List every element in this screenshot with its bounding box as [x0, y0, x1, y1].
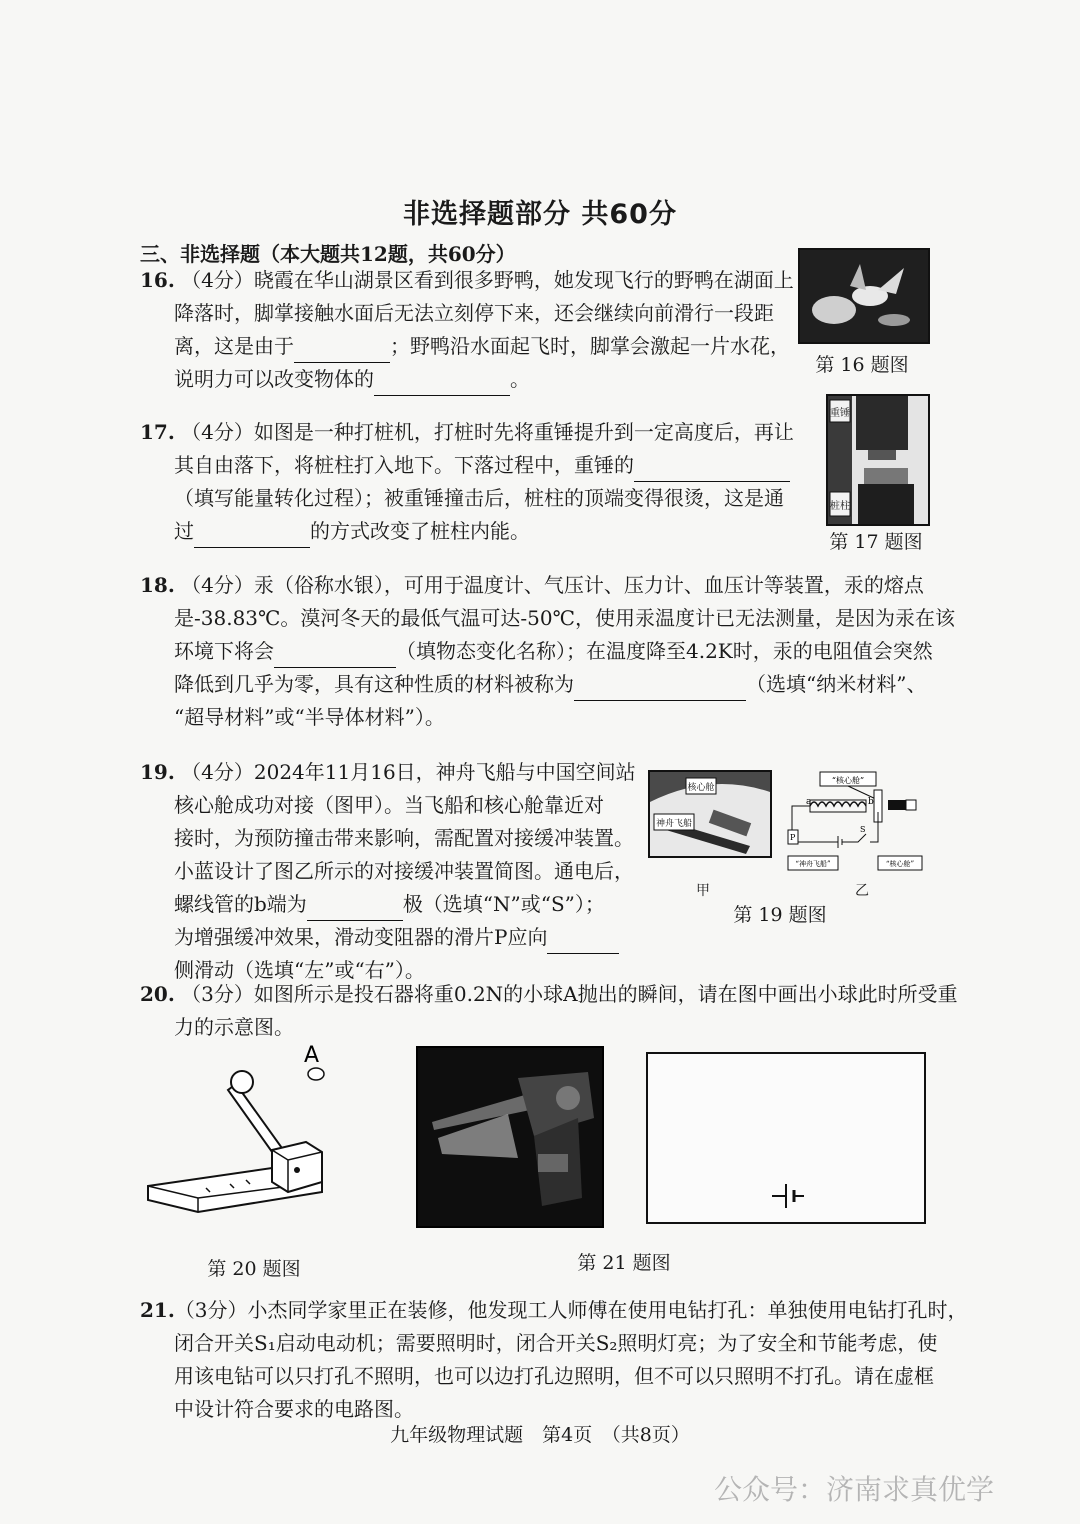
duck-photo [798, 248, 930, 344]
docking-figure-a [648, 770, 772, 858]
q19-line5b: 极（选填“N”或“S”）； [402, 892, 605, 916]
section-heading: 三、非选择题（本大题共12题，共60分） [140, 242, 516, 266]
answer-blank[interactable] [294, 338, 390, 363]
q18-line5: “超导材料”或“半导体材料”）。 [174, 705, 445, 729]
q16-line1: （4分）晓霞在华山湖景区看到很多野鸭，她发现飞行的野鸭在湖面上 [181, 268, 794, 292]
battery-symbol [648, 1054, 924, 1222]
question-number: 19. [140, 760, 175, 784]
answer-blank[interactable] [194, 523, 310, 548]
core-module-label: 核心舱 [687, 783, 715, 793]
q21-line4: 中设计符合要求的电路图。 [174, 1397, 414, 1421]
q19-line2: 核心舱成功对接（图甲）。当飞船和核心舱靠近对 [174, 793, 604, 817]
answer-blank[interactable] [547, 929, 619, 954]
q18-line4b: （选填“纳米材料”、 [746, 672, 927, 696]
figure-caption: 第 21 题图 [577, 1252, 671, 1274]
page-title: 非选择题部分 共60分 [403, 199, 677, 230]
q21-line2: 闭合开关S₁启动电动机；需要照明时，闭合开关S₂照明灯亮；为了安全和节能考虑，使 [174, 1331, 938, 1355]
pile-driver-illustration [828, 396, 928, 524]
solenoid-end-b: b [868, 797, 874, 807]
q16-line3b: ；野鸭沿水面起飞时，脚掌会激起一片水花， [390, 334, 790, 358]
answer-blank[interactable] [307, 896, 403, 921]
pile-label: 桩柱 [830, 501, 850, 512]
watermark: 公众号：济南求真优学 [713, 1473, 994, 1506]
q18-line1: （4分）汞（俗称水银），可用于温度计、气压计、压力计、血压计等装置，汞的熔点 [181, 573, 924, 597]
q21-line3: 用该电钻可以只打孔不照明，也可以边打孔边照明，但不可以只照明不打孔。请在虚框 [174, 1364, 934, 1388]
q18-line3a: 环境下将会 [174, 639, 274, 663]
q17-line3: （填写能量转化过程）；被重锤撞击后，桩柱的顶端变得很烫，这是通 [174, 486, 784, 510]
slider-p-label: P [790, 833, 796, 842]
hammer-label: 重锤 [830, 408, 850, 419]
question-16 [140, 264, 794, 396]
question-17 [140, 416, 794, 548]
ball-a [308, 1068, 324, 1080]
duck-illustration [800, 250, 928, 342]
q17-line4b: 的方式改变了桩柱内能。 [310, 519, 530, 543]
q18-line2: 是-38.83℃。漠河冬天的最低气温可达-50℃，使用汞温度计已无法测量，是因为汞在该 [174, 606, 955, 630]
q16-line4b: 。 [510, 367, 530, 391]
shenzhou-label: 神舟飞船 [655, 819, 693, 829]
q20-line1: （3分）如图所示是投石器将重0.2N的小球A抛出的瞬间，请在图中画出小球此时所受重 [181, 982, 958, 1006]
figure-caption: 第 20 题图 [207, 1258, 301, 1280]
answer-blank[interactable] [574, 676, 746, 701]
ball-label: A [304, 1043, 320, 1068]
spacecraft-illustration [650, 772, 770, 856]
shenzhou-label-2: “神舟飞船” [795, 860, 831, 868]
drill-illustration [418, 1048, 602, 1226]
subfigure-a-label: 甲 [696, 883, 710, 899]
question-number: 18. [140, 573, 175, 597]
question-21 [140, 1294, 968, 1426]
q19-line4: 小蓝设计了图乙所示的对接缓冲装置简图。通电后， [174, 859, 634, 883]
figure-caption: 第 17 题图 [829, 531, 923, 553]
solenoid-end-a: a [806, 797, 812, 807]
core-label-bottom: “核心舱” [885, 860, 915, 868]
drill-photo [416, 1046, 604, 1228]
q19-line7: 侧滑动（选填“左”或“右”）。 [174, 958, 425, 982]
q17-line4a: 过 [174, 519, 194, 543]
figure-caption: 第 16 题图 [815, 354, 909, 376]
page-footer: 九年级物理试题 第4页 （共8页） [390, 1424, 690, 1446]
question-19 [140, 756, 636, 987]
figure-caption: 第 19 题图 [733, 904, 827, 926]
q18-line4a: 降低到几乎为零，具有这种性质的材料被称为 [174, 672, 574, 696]
q19-line6a: 为增强缓冲效果，滑动变阻器的滑片P应向 [174, 925, 548, 949]
q16-line3a: 离，这是由于 [174, 334, 294, 358]
q16-line4a: 说明力可以改变物体的 [174, 367, 374, 391]
pile-driver-photo [826, 394, 930, 526]
question-number: 17. [140, 420, 175, 444]
catapult-figure[interactable] [146, 1042, 366, 1232]
q17-line2a: 其自由落下，将桩柱打入地下。下落过程中，重锤的 [174, 453, 634, 477]
q18-line3b: （填物态变化名称）；在温度降至4.2K时，汞的电阻值会突然 [396, 639, 933, 663]
subfigure-b-label: 乙 [855, 883, 869, 899]
catapult-illustration [146, 1042, 366, 1232]
question-18 [140, 569, 955, 734]
q20-line2: 力的示意图。 [174, 1015, 294, 1039]
docking-figure-b [778, 770, 928, 878]
question-20 [140, 978, 958, 1044]
q19-line3: 接时，为预防撞击带来影响，需配置对接缓冲装置。 [174, 826, 634, 850]
circuit-design-box[interactable] [646, 1052, 926, 1224]
question-number: 20. [140, 982, 175, 1006]
q16-line2: 降落时，脚掌接触水面后无法立刻停下来，还会继续向前滑行一段距 [174, 301, 774, 325]
q21-line1: （3分）小杰同学家里正在装修，他发现工人师傅在使用电钻打孔：单独使用电钻打孔时， [174, 1298, 968, 1322]
question-number: 21. [140, 1298, 175, 1322]
q19-line5a: 螺线管的b端为 [174, 892, 307, 916]
answer-blank[interactable] [274, 643, 396, 668]
q19-line1: （4分）2024年11月16日，神舟飞船与中国空间站 [181, 760, 636, 784]
switch-s-label: S [860, 825, 866, 834]
answer-blank[interactable] [634, 457, 790, 482]
solenoid-circuit-diagram [778, 770, 928, 878]
answer-blank[interactable] [374, 371, 510, 396]
question-number: 16. [140, 268, 175, 292]
core-label-top: “核心舱” [831, 776, 865, 785]
q17-line1: （4分）如图是一种打桩机，打桩时先将重锤提升到一定高度后，再让 [181, 420, 794, 444]
